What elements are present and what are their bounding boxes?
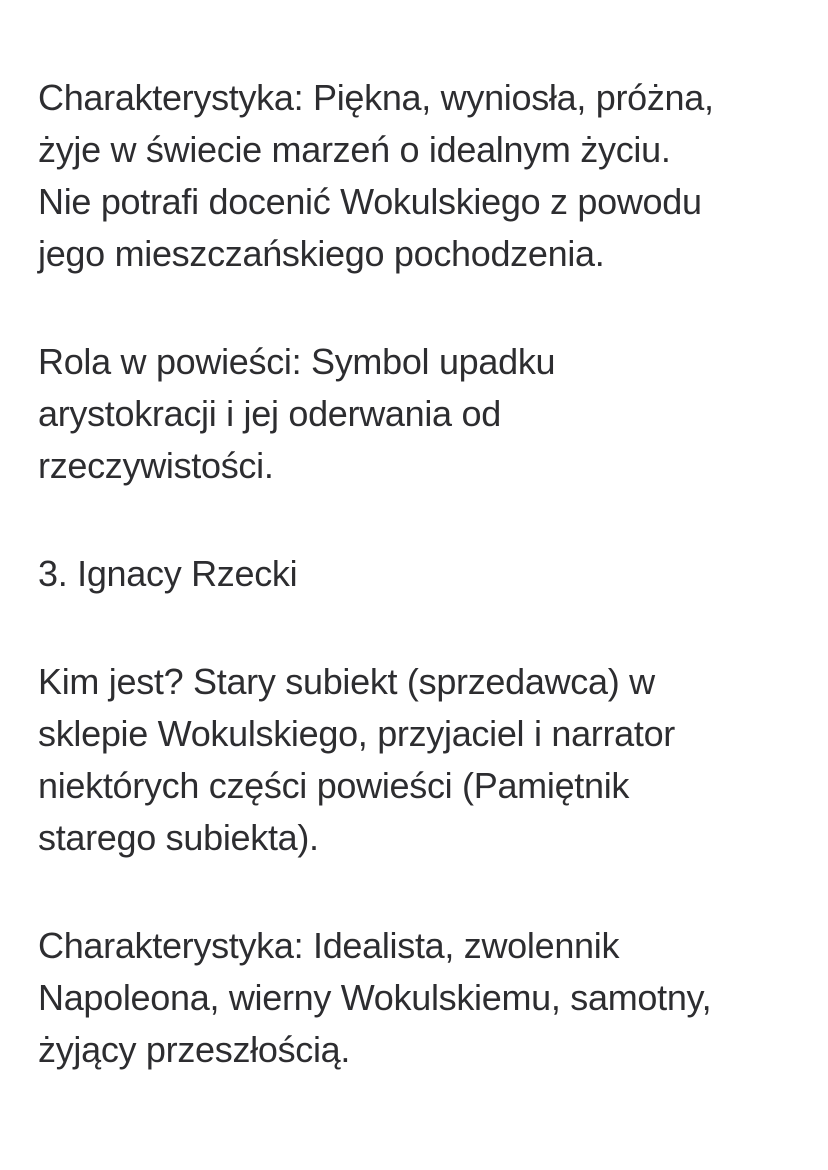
paragraph-characteristics-izabela [38, 72, 798, 280]
text-line: żyje w świecie marzeń o idealnym życiu. [38, 129, 671, 170]
text-line: Napoleona, wierny Wokulskiemu, samotny, [38, 977, 712, 1018]
paragraph-characteristics-rzecki [38, 920, 798, 1076]
text-line: Charakterystyka: Piękna, wyniosła, próżna, [38, 77, 714, 118]
paragraph-role-izabela [38, 336, 798, 492]
text-line: starego subiekta). [38, 817, 319, 858]
text-line: jego mieszczańskiego pochodzenia. [38, 233, 605, 274]
text-line: Charakterystyka: Idealista, zwolennik [38, 925, 620, 966]
text-line: sklepie Wokulskiego, przyjaciel i narrator [38, 713, 676, 754]
text-line: Nie potrafi docenić Wokulskiego z powodu [38, 181, 702, 222]
text-line: rzeczywistości. [38, 445, 274, 486]
text-line: 3. Ignacy Rzecki [38, 553, 298, 594]
text-line: Kim jest? Stary subiekt (sprzedawca) w [38, 661, 655, 702]
text-line: arystokracji i jej oderwania od [38, 393, 501, 434]
paragraph-who-is-rzecki [38, 656, 798, 864]
text-line: Rola w powieści: Symbol upadku [38, 341, 556, 382]
text-line: niektórych części powieści (Pamiętnik [38, 765, 630, 806]
text-line: żyjący przeszłością. [38, 1029, 351, 1070]
heading-ignacy-rzecki [38, 548, 798, 600]
